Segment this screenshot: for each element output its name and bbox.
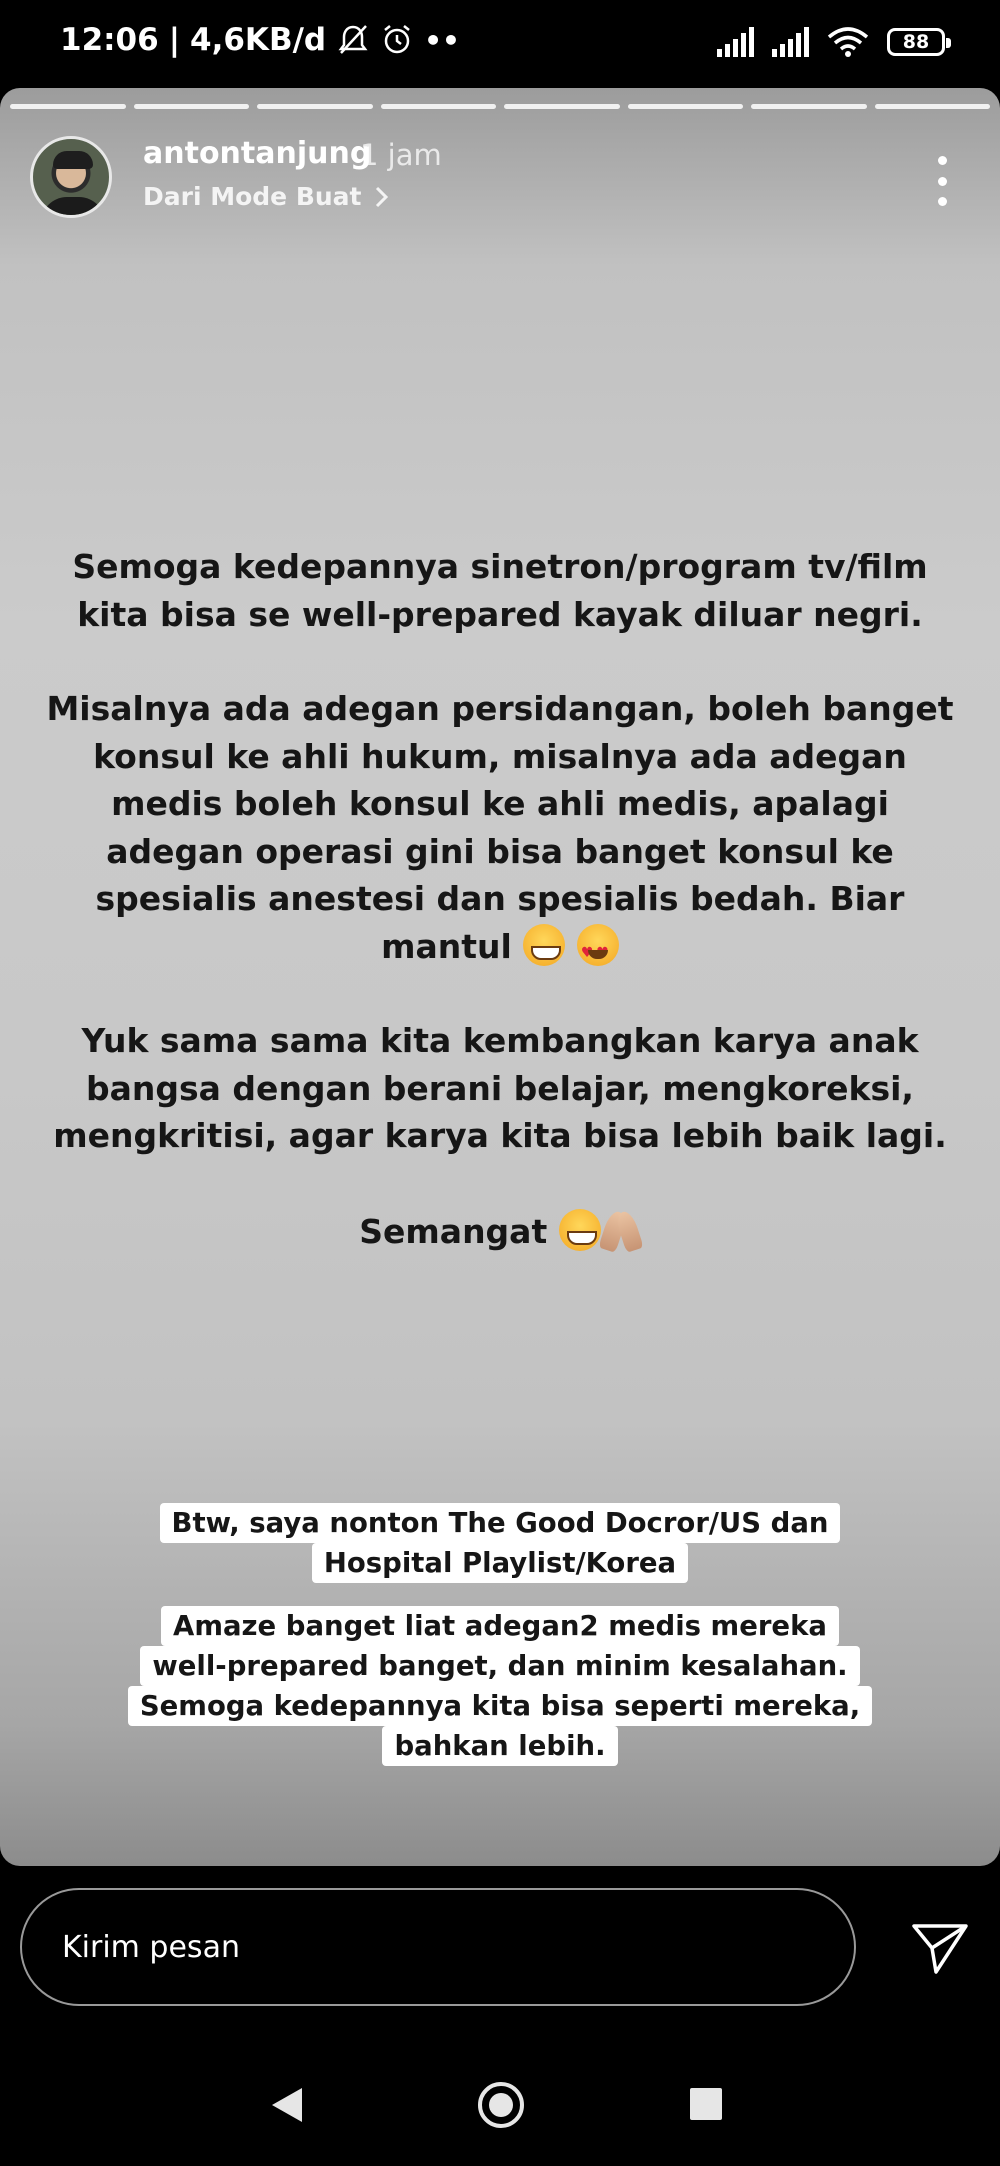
battery-level: 88 — [902, 31, 930, 53]
time-ago: 1 jam — [360, 138, 442, 172]
status-bar — [0, 0, 1000, 88]
sticker-line: Amaze banget liat adegan2 medis mereka — [161, 1606, 839, 1646]
story-progress-bar — [10, 104, 990, 109]
dot — [938, 177, 947, 186]
send-icon[interactable] — [910, 1918, 970, 1978]
progress-segment — [751, 104, 867, 109]
text-stickers — [60, 1503, 940, 1789]
create-mode-label: Dari Mode Buat — [143, 182, 362, 211]
mute-bell-icon — [336, 23, 370, 57]
battery-icon — [887, 28, 945, 56]
network-speed: 4,6KB/d — [190, 22, 327, 58]
message-placeholder: Kirim pesan — [62, 1929, 240, 1965]
chevron-right-icon — [374, 185, 390, 209]
grinning-emoji-icon — [559, 1209, 601, 1251]
avatar-shirt — [41, 197, 105, 218]
progress-segment — [257, 104, 373, 109]
story-paragraph-2 — [40, 685, 960, 970]
signal-2-icon — [772, 27, 809, 57]
avatar-hair — [53, 151, 93, 169]
progress-segment — [134, 104, 250, 109]
story-paragraph-2-text: Misalnya ada adegan persidangan, boleh banget konsul ke ahli hukum, misalnya ada adegan medis boleh konsul ke ahli medis, apalagi adegan operasi gini bisa banget konsul ke spesialis anestesi dan spesialis bedah. Biar mantul — [46, 689, 954, 966]
progress-segment — [10, 104, 126, 109]
more-notifications-icon: •• — [424, 23, 460, 57]
navigation-bar — [0, 2060, 1000, 2150]
avatar[interactable] — [30, 136, 112, 218]
progress-segment — [875, 104, 991, 109]
status-right — [717, 26, 945, 58]
signal-1-icon — [717, 27, 754, 57]
sticker-line: Btw, saya nonton The Good Docror/US dan — [160, 1503, 841, 1543]
progress-segment — [381, 104, 497, 109]
text-sticker-1 — [60, 1503, 940, 1583]
wifi-icon — [827, 26, 869, 58]
username[interactable]: antontanjung — [143, 136, 372, 171]
grinning-emoji-icon — [523, 924, 565, 966]
progress-segment — [504, 104, 620, 109]
story-paragraph-4-text: Semangat — [359, 1211, 548, 1251]
separator-glyph: | — [168, 22, 181, 58]
home-icon[interactable] — [478, 2082, 524, 2128]
story-text — [40, 543, 960, 1255]
message-input[interactable] — [20, 1888, 856, 2006]
sticker-line: well-prepared banget, dan minim kesalahan. — [140, 1646, 859, 1686]
story-paragraph-4 — [40, 1207, 960, 1256]
story-paragraph-3: Yuk sama sama kita kembangkan karya anak bangsa dengan berani belajar, mengkoreksi, mengkritisi, agar karya kita bisa lebih baik lagi. — [53, 1021, 947, 1155]
sticker-line: Hospital Playlist/Korea — [312, 1543, 688, 1583]
sticker-line: Semoga kedepannya kita bisa seperti mereka, — [128, 1686, 872, 1726]
create-mode-link[interactable] — [143, 182, 390, 211]
status-left — [60, 22, 460, 58]
dot — [938, 156, 947, 165]
back-icon[interactable] — [272, 2088, 302, 2122]
alarm-icon — [380, 23, 414, 57]
sticker-line: bahkan lebih. — [382, 1726, 617, 1766]
text-sticker-2 — [60, 1606, 940, 1766]
story-paragraph-1: Semoga kedepannya sinetron/program tv/film kita bisa se well-prepared kayak diluar negri. — [72, 547, 928, 634]
heart-eyes-emoji-icon — [577, 924, 619, 966]
clock: 12:06 — [60, 22, 159, 58]
recent-apps-icon[interactable] — [690, 2088, 722, 2120]
story-view[interactable] — [0, 88, 1000, 1866]
more-options-button[interactable] — [934, 156, 950, 206]
praying-hands-emoji-icon — [601, 1207, 641, 1251]
dot — [938, 197, 947, 206]
progress-segment — [628, 104, 744, 109]
